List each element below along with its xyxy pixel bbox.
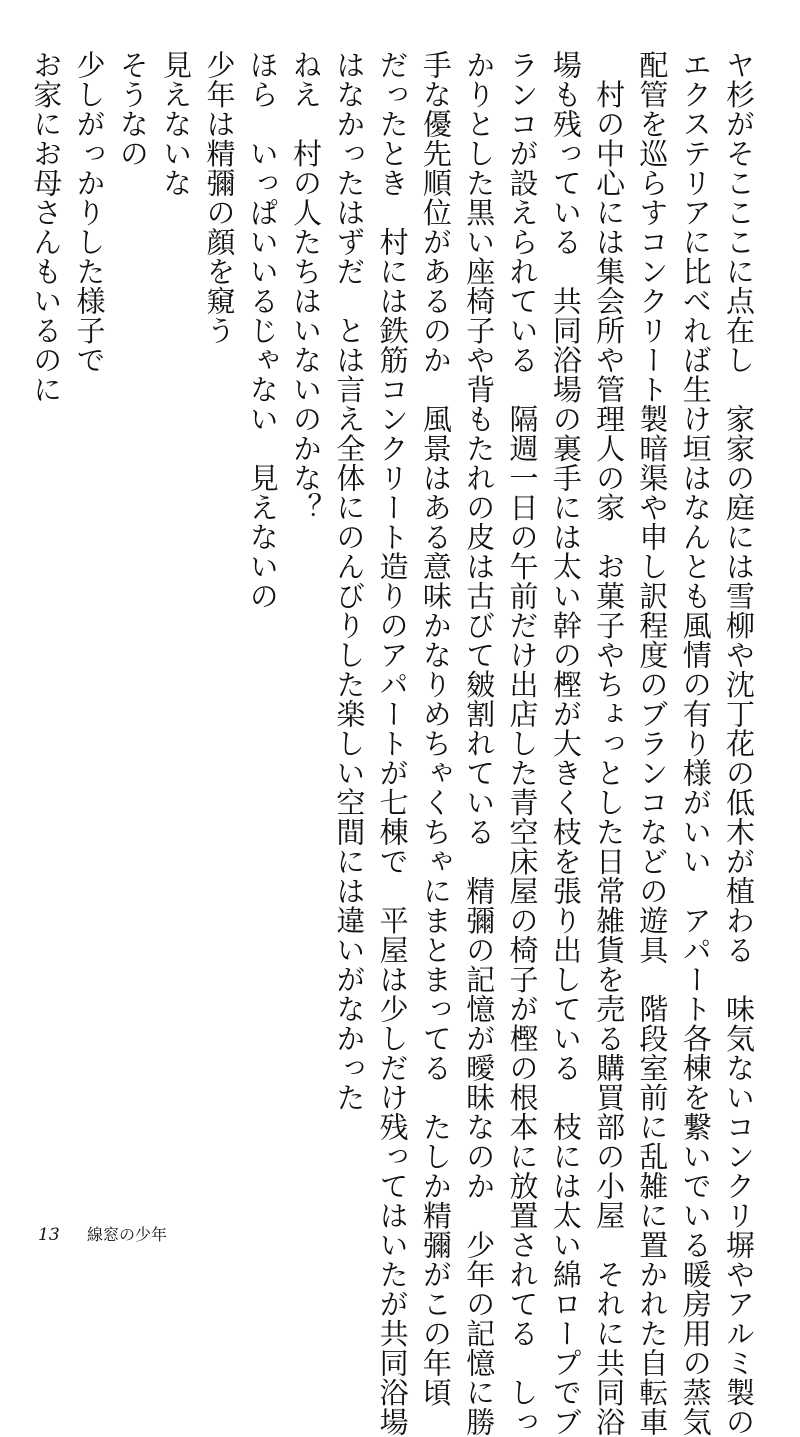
text-line: かりとした黒い座椅子や背もたれの皮は古びて皴割れている 精彌の記憶が曖昧なのか 少年の記憶に勝 — [462, 50, 497, 1437]
text-line: 配管を巡らすコンクリート製暗渠や申し訳程度のブランコなどの遊具 階段室前に乱雑に置かれた自転車 — [635, 50, 670, 1437]
text-line: だったとき 村には鉄筋コンクリート造りのアパートが七棟で 平屋は少しだけ残ってはいたが共同浴場 — [375, 50, 410, 1437]
text-line: ヤ杉がそこここに点在し 家家の庭には雪柳や沈丁花の低木が植わる 味気ないコンクリ塀やアルミ製の — [722, 50, 756, 1437]
text-line: 少年は精彌の顔を窺う — [202, 50, 237, 345]
dialogue-line: ねえ 村の人たちはいないのかな？ — [289, 50, 324, 522]
page-number: 13 — [38, 1225, 60, 1245]
book-title: 線窓の少年 — [87, 1225, 168, 1244]
text-line: 少しがっかりした様子で — [72, 50, 107, 375]
page-footer — [38, 1222, 167, 1245]
text-line: 手な優先順位があるのか 風景はある意味かなりめちゃくちゃにまとまってる たしか精彌がこの年頃 — [418, 50, 453, 1407]
dialogue-line: そうなの — [115, 50, 150, 168]
dialogue-line: 見えないな — [159, 50, 194, 198]
text-line: 村の中心には集会所や管理人の家 お菓子やちょっとした日常雑貨を売る購買部の小屋 それに共同浴 — [592, 50, 627, 1437]
text-line: ランコが設えられている 隔週一日の午前だけ出店した青空床屋の椅子が樫の根本に放置されてる しっ — [505, 50, 540, 1437]
text-line: エクステリアに比べれば生け垣はなんとも風情の有り様がいい アパート各棟を繋いでいる暖房用の蒸気 — [678, 50, 713, 1437]
dialogue-line: お家にお母さんもいるのに — [29, 50, 64, 404]
dialogue-line: ほら いっぱいいるじゃない 見えないの — [245, 50, 280, 611]
text-line: 場も残っている 共同浴場の裏手には太い幹の樫が大きく枝を張り出している 枝には太い綿ロープでブ — [548, 50, 583, 1437]
text-line: はなかったはずだ とは言え全体にのんびりした楽しい空間には違いがなかった — [332, 50, 367, 1112]
